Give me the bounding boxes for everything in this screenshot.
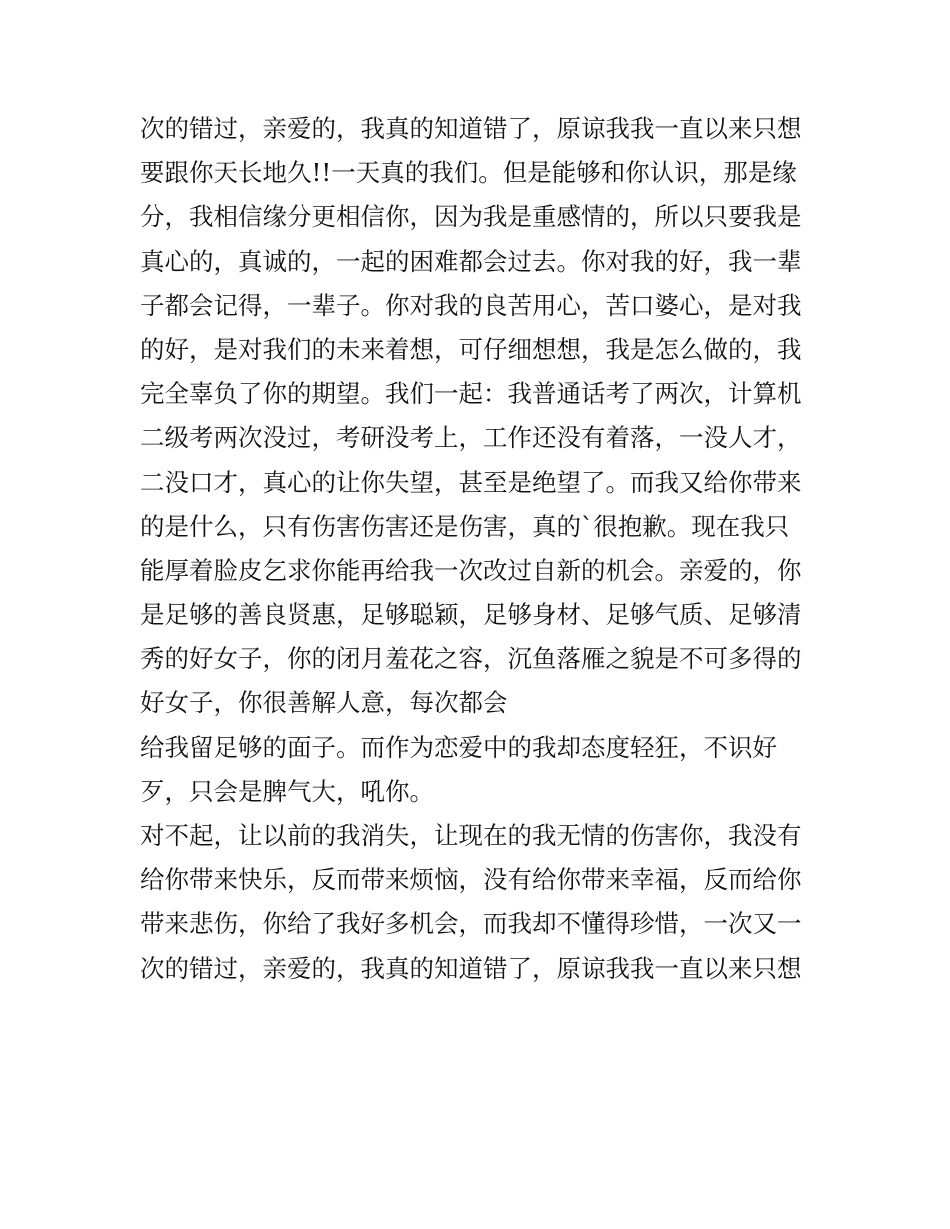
text-line: 的好，是对我们的未来着想，可仔细想想，我是怎么做的，我 <box>140 334 802 364</box>
text-line: 子都会记得，一辈子。你对我的良苦用心，苦口婆心，是对我 <box>140 290 802 320</box>
text-line: 秀的好女子，你的闭月羞花之容，沉鱼落雁之貌是不可多得的 <box>140 644 802 674</box>
text-line: 歹，只会是脾气大，吼你。 <box>140 776 434 806</box>
text-line: 好女子，你很善解人意，每次都会 <box>140 688 508 718</box>
text-line: 二没口才，真心的让你失望，甚至是绝望了。而我又给你带来 <box>140 467 802 497</box>
text-line: 对不起，让以前的我消失，让现在的我无情的伤害你，我没有 <box>140 821 802 850</box>
text-line: 能厚着脸皮乞求你能再给我一次改过自新的机会。亲爱的，你 <box>140 555 802 585</box>
text-line: 真心的，真诚的，一起的困难都会过去。你对我的好，我一辈 <box>140 246 802 276</box>
text-line: 要跟你天长地久!!一天真的我们。但是能够和你认识，那是缘 <box>140 158 797 188</box>
text-line: 的是什么，只有伤害伤害还是伤害，真的`很抱歉。现在我只 <box>140 511 790 541</box>
text-line: 分，我相信缘分更相信你，因为我是重感情的，所以只要我是 <box>140 202 802 232</box>
text-line: 次的错过，亲爱的，我真的知道错了，原谅我我一直以来只想 <box>140 953 802 983</box>
text-line: 完全辜负了你的期望。我们一起：我普通话考了两次，计算机 <box>140 379 802 409</box>
text-line: 带来悲伤，你给了我好多机会，而我却不懂得珍惜，一次又一 <box>140 909 802 939</box>
text-line: 二级考两次没过，考研没考上，工作还没有着落，一没人才， <box>140 423 802 453</box>
body-text <box>140 107 840 991</box>
text-line: 次的错过，亲爱的，我真的知道错了，原谅我我一直以来只想 <box>140 114 802 143</box>
text-line: 给我留足够的面子。而作为恋爱中的我却态度轻狂，不识好 <box>140 732 777 762</box>
text-line: 给你带来快乐，反而带来烦恼，没有给你带来幸福，反而给你 <box>140 865 802 895</box>
text-line: 是足够的善良贤惠，足够聪颖，足够身材、足够气质、足够清 <box>140 600 802 630</box>
